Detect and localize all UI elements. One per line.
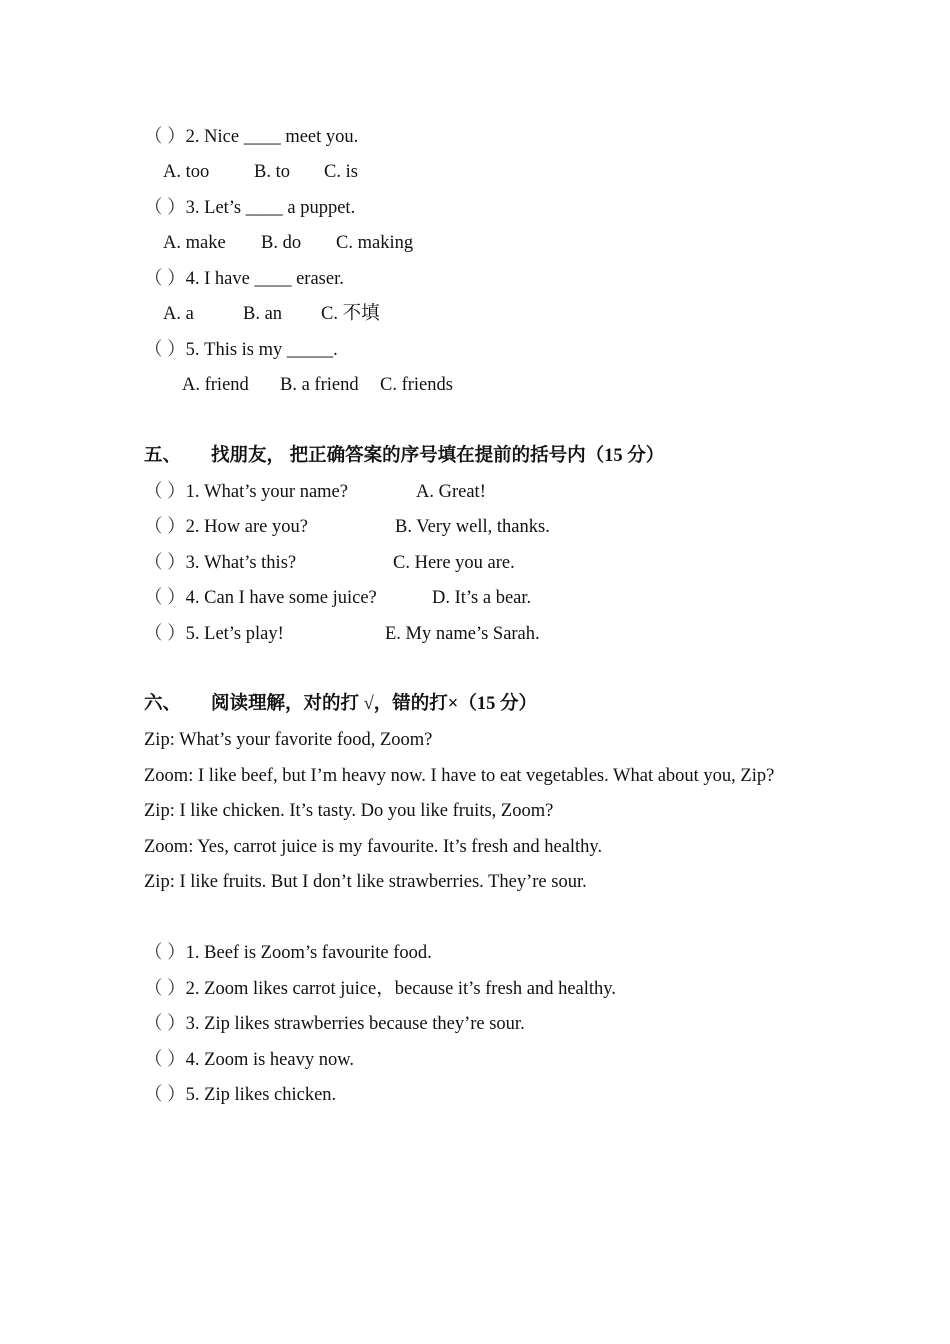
answer-bracket[interactable]: （ ） (144, 127, 186, 147)
statement-text: 5. Zip likes chicken. (185, 1085, 337, 1105)
dialogue-line: Zoom: I like beef, but I’m heavy now. I have to eat vegetables. What about you, Zip? (144, 766, 775, 786)
matching-question: 5. Let’s play! (185, 624, 284, 644)
question-row (144, 126, 358, 148)
question-text: 4. I have ____ eraser. (185, 269, 344, 289)
answer-bracket[interactable]: （ ） (144, 340, 186, 360)
answer-bracket[interactable]: （ ） (144, 1014, 186, 1034)
answer-bracket[interactable]: （ ） (144, 553, 186, 573)
question-text: 3. Let’s ____ a puppet. (185, 198, 356, 218)
answer-bracket[interactable]: （ ） (144, 198, 186, 218)
matching-question: 4. Can I have some juice? (185, 588, 377, 608)
dialogue-line: Zip: I like chicken. It’s tasty. Do you like fruits, Zoom? (144, 801, 554, 821)
question-text: 5. This is my _____. (185, 340, 338, 360)
dialogue-line: Zip: I like fruits. But I don’t like strawberries. They’re sour. (144, 872, 587, 892)
matching-row (144, 623, 284, 645)
section-number: 五、 (144, 446, 182, 466)
question-text: 2. Nice ____ meet you. (185, 127, 359, 147)
matching-row (144, 587, 377, 609)
statement-row (144, 1013, 525, 1035)
matching-question: 3. What’s this? (185, 553, 297, 573)
matching-row (144, 481, 348, 503)
statement-text: 3. Zip likes strawberries because they’re sour. (185, 1014, 525, 1034)
statement-row (144, 942, 432, 964)
question-row (144, 197, 355, 219)
statement-row (144, 1084, 336, 1106)
matching-question: 2. How are you? (185, 517, 308, 537)
section-number: 六、 (144, 694, 182, 714)
matching-row (144, 552, 296, 574)
dialogue-line: Zoom: Yes, carrot juice is my favourite. It’s fresh and healthy. (144, 837, 603, 857)
option-a: A. friend (182, 375, 249, 395)
option-b: B. an (243, 304, 283, 324)
option-a: A. a (163, 304, 194, 324)
answer-bracket[interactable]: （ ） (144, 588, 186, 608)
answer-bracket[interactable]: （ ） (144, 1085, 186, 1105)
option-b: B. a friend (280, 375, 359, 395)
answer-bracket[interactable]: （ ） (144, 624, 186, 644)
matching-answer: A. Great! (416, 482, 486, 502)
question-row (144, 339, 338, 361)
option-a: A. too (163, 162, 210, 182)
option-a: A. make (163, 233, 226, 253)
statement-text: 1. Beef is Zoom’s favourite food. (185, 943, 432, 963)
answer-bracket[interactable]: （ ） (144, 269, 186, 289)
answer-bracket[interactable]: （ ） (144, 1050, 186, 1070)
answer-bracket[interactable]: （ ） (144, 517, 186, 537)
matching-answer: B. Very well, thanks. (395, 517, 550, 537)
statement-text: 2. Zoom likes carrot juice，because it’s fresh and healthy. (185, 979, 616, 999)
statement-text: 4. Zoom is heavy now. (185, 1050, 355, 1070)
option-c: C. making (336, 233, 414, 253)
statement-row (144, 978, 616, 1000)
matching-answer: C. Here you are. (393, 553, 515, 573)
answer-bracket[interactable]: （ ） (144, 482, 186, 502)
section-title: 找朋友， 把正确答案的序号填在提前的括号内（15 分） (211, 446, 665, 466)
matching-row (144, 516, 308, 538)
matching-answer: E. My name’s Sarah. (385, 624, 540, 644)
section-title: 阅读理解，对的打 √，错的打×（15 分） (211, 694, 537, 714)
option-b: B. to (254, 162, 290, 182)
dialogue-line: Zip: What’s your favorite food, Zoom? (144, 730, 433, 750)
matching-answer: D. It’s a bear. (432, 588, 532, 608)
option-b: B. do (261, 233, 302, 253)
answer-bracket[interactable]: （ ） (144, 979, 186, 999)
matching-question: 1. What’s your name? (185, 482, 348, 502)
option-c: C. 不填 (321, 304, 380, 324)
question-row (144, 268, 344, 290)
option-c: C. is (324, 162, 358, 182)
statement-row (144, 1049, 354, 1071)
answer-bracket[interactable]: （ ） (144, 943, 186, 963)
option-c: C. friends (380, 375, 453, 395)
